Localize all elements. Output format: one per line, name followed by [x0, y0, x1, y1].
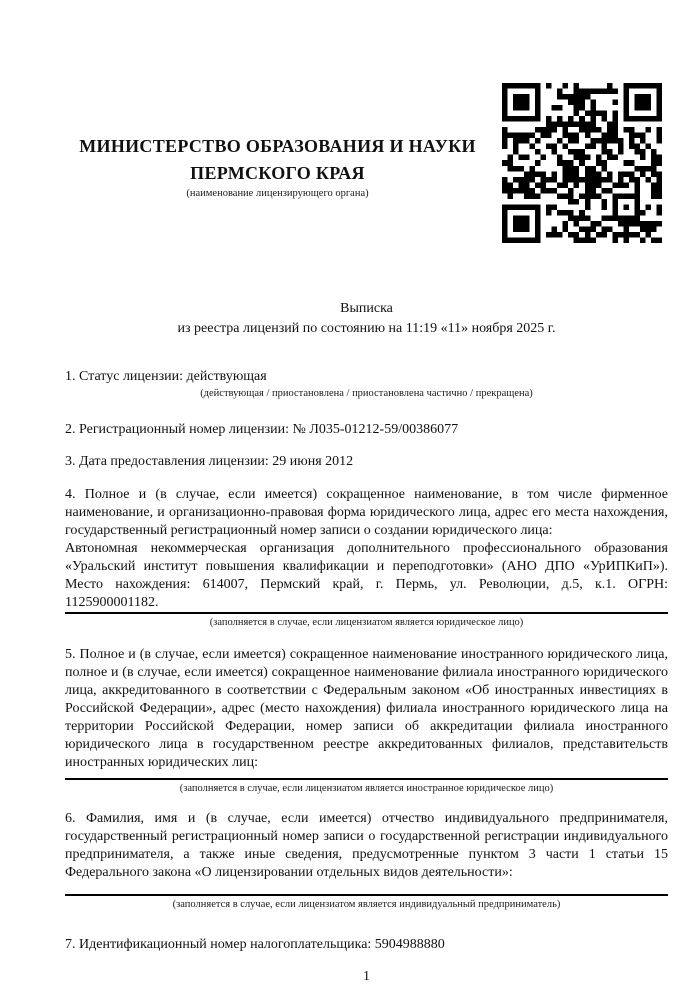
qr-code-icon: [502, 83, 662, 243]
letterhead: [65, 133, 490, 201]
taxpayer-id-line: 7. Идентификационный номер налогоплательщика: 5904988880: [65, 937, 445, 952]
licensing-authority-name-line1: МИНИСТЕРСТВО ОБРАЗОВАНИЯ И НАУКИ: [79, 136, 476, 156]
license-status-caption: (действующая / приостановлена / приостановлена частично / прекращена): [200, 388, 533, 399]
entrepreneur-fill-line: [65, 894, 668, 896]
licensing-authority-name-line2: ПЕРМСКОГО КРАЯ: [190, 163, 365, 183]
foreign-entity-prompt: 5. Полное и (в случае, если имеется) сокращенное наименование иностранного юридического лица, полное и (в случае, если имеется) сокращенное наименование филиала иностранного юридического лица, аккредитованного в соответствии с Федеральным законом «Об иностранных инвестициях в Российской Федерации», адрес (место нахождения) филиала иностранного юридического лица на территории Российской Федерации, номер записи об аккредитации филиала иностранного юридического лица в государственном реестре аккредитованных филиалов, представительств иностранных юридических лиц:: [65, 647, 668, 770]
legal-entity-fill-line: [65, 612, 668, 614]
registration-number-line: 2. Регистрационный номер лицензии: № Л035-01212-59/00386077: [65, 422, 459, 437]
page-number: 1: [363, 969, 370, 984]
grant-date-line: 3. Дата предоставления лицензии: 29 июня 2012: [65, 454, 354, 469]
foreign-entity-caption: (заполняется в случае, если лицензиатом является иностранное юридическое лицо): [179, 783, 554, 794]
document-title: [65, 299, 668, 339]
foreign-entity-fill-line: [65, 778, 668, 780]
entrepreneur-prompt: 6. Фамилия, имя и (в случае, если имеется) отчество индивидуального предпринимателя, государственный регистрационный номер записи о государственной регистрации индивидуального предпринимателя, а также иные сведения, предусмотренные пунктом 3 части 1 статьи 15 Федерального закона «О лицензировании отдельных видов деятельности»:: [65, 811, 668, 880]
licensing-authority-caption: (наименование лицензирующего органа): [186, 188, 369, 199]
legal-entity-prompt: 4. Полное и (в случае, если имеется) сокращенное наименование, в том числе фирменное наименование, и организационно-правовая форма юридического лица, адрес его места нахождения, государственный регистрационный номер записи о создании юридического лица:: [65, 487, 668, 538]
document-body: [65, 299, 668, 986]
legal-entity-caption: (заполняется в случае, если лицензиатом является юридическое лицо): [209, 617, 524, 628]
document-title-line2: из реестра лицензий по состоянию на 11:19 «11» ноября 2025 г.: [177, 321, 556, 336]
document-title-line1: Выписка: [340, 301, 393, 316]
entrepreneur-caption: (заполняется в случае, если лицензиатом является индивидуальный предприниматель): [172, 899, 561, 910]
license-status-line: 1. Статус лицензии: действующая: [65, 369, 267, 384]
legal-entity-value: Автономная некоммерческая организация дополнительного профессионального образования «Уральский институт повышения квалификации и переподготовки» (АНО ДПО «УрИПКиП»). Место нахождения: 614007, Пермский край, г. Пермь, ул. Революции, д.5, к.1. ОГРН: 1125900001182.: [65, 541, 668, 610]
